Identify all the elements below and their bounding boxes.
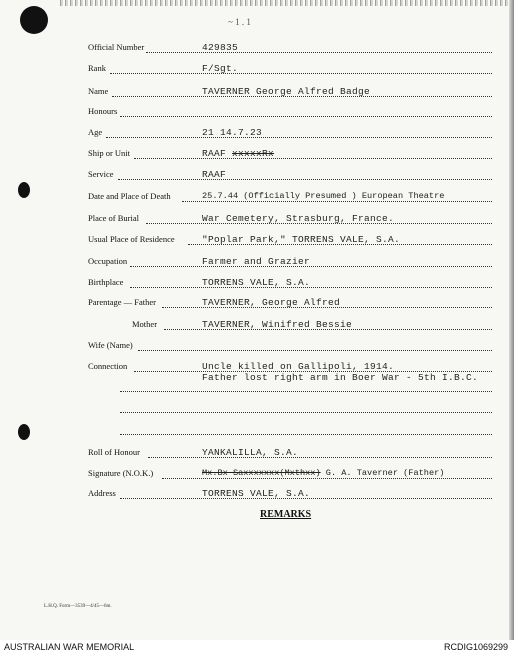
field-label: Place of Burial <box>88 213 139 223</box>
field-value: TORRENS VALE, S.A. <box>202 277 311 288</box>
field-value: 21 14.7.23 <box>202 127 263 138</box>
remarks-heading: REMARKS <box>260 509 312 520</box>
printer-mark: L.H.Q. Form—3539—4/45—6m. <box>44 604 112 609</box>
field-value: 429835 <box>202 42 239 53</box>
scan-right-edge <box>509 0 514 640</box>
punch-hole <box>20 6 48 34</box>
archive-id: RCDIG1069299 <box>443 642 508 652</box>
blank-line <box>120 391 492 392</box>
field-value: 25.7.44 (Officially Presumed ) European Theatre <box>202 191 445 201</box>
blank-line <box>120 412 492 413</box>
field-label: Service <box>88 169 114 179</box>
field-label: Age <box>88 127 103 137</box>
field-value: TAVERNER, Winifred Bessie <box>202 319 353 330</box>
field-label: Roll of Honour <box>88 447 140 457</box>
punch-hole <box>18 182 30 198</box>
punch-hole <box>18 424 30 440</box>
struck-text: Mx.Bx Saxxxxxxx(Mxthxx) <box>202 468 321 478</box>
field-value: RAAF xxxxxRx <box>202 148 275 159</box>
field-value: "Poplar Park," TORRENS VALE, S.A. <box>202 234 401 245</box>
struck-text: xxxxxRx <box>232 148 275 159</box>
field-value: Farmer and Grazier <box>202 256 311 267</box>
field-value: War Cemetery, Strasburg, France. <box>202 213 395 224</box>
field-label: Wife (Name) <box>88 340 133 350</box>
field-label: Signature (N.O.K.) <box>88 468 154 478</box>
scan-edge-band <box>60 0 514 6</box>
page-mark: ~ 1 . 1 <box>228 17 251 27</box>
field-value: Mx.Bx Saxxxxxxx(Mxthxx) G. A. Taverner (Father) <box>202 468 445 478</box>
field-label: Connection <box>88 361 128 371</box>
field-value: TAVERNER, George Alfred <box>202 297 341 308</box>
field-value: TAVERNER George Alfred Badge <box>202 86 371 97</box>
field-label: Name <box>88 86 109 96</box>
field-label: Honours <box>88 106 118 116</box>
blank-line <box>120 434 492 435</box>
field-value: TORRENS VALE, S.A. <box>202 488 311 499</box>
field-label: Address <box>88 488 116 498</box>
field-label: Ship or Unit <box>88 148 131 158</box>
field-label: Mother <box>132 319 158 329</box>
field-value: YANKALILLA, S.A. <box>202 447 299 458</box>
field-label: Birthplace <box>88 277 124 287</box>
archive-name: AUSTRALIAN WAR MEMORIAL <box>4 642 135 652</box>
field-label: Usual Place of Residence <box>88 234 175 244</box>
field-label: Rank <box>88 63 106 73</box>
field-value: Uncle killed on Gallipoli, 1914. <box>202 361 395 372</box>
field-label: Official Number <box>88 42 145 52</box>
field-value: F/Sgt. <box>202 63 239 74</box>
field-label: Date and Place of Death <box>88 191 171 201</box>
field-value: RAAF <box>202 169 227 180</box>
field-value-line2: Father lost right arm in Boer War - 5th I.B.C. <box>202 372 479 383</box>
field-label: Occupation <box>88 256 128 266</box>
archive-footer <box>0 640 514 654</box>
field-label: Parentage — Father <box>88 297 156 307</box>
